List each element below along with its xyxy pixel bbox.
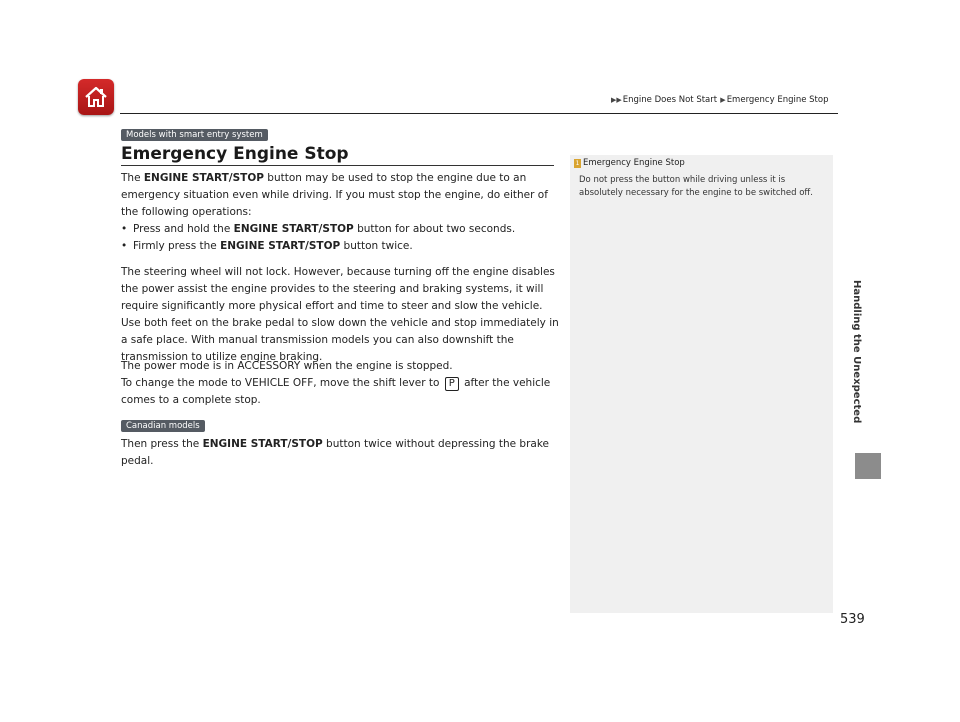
bullet-item: • Press and hold the ENGINE START/STOP button for about two seconds. [121, 221, 561, 238]
bullet-icon: • [121, 223, 128, 235]
page-number: 539 [840, 612, 865, 627]
note-text: Do not press the button while driving unless it is absolutely necessary for the engine to be switched off. [579, 175, 813, 198]
home-icon [83, 84, 109, 110]
canadian-paragraph: Then press the ENGINE START/STOP button twice without depressing the brake pedal. [121, 438, 550, 467]
breadcrumb-item[interactable]: Emergency Engine Stop [726, 95, 829, 105]
note-title[interactable]: Emergency Engine Stop [583, 158, 685, 168]
note-sidebar [570, 155, 833, 613]
section-title: Emergency Engine Stop [121, 144, 349, 164]
chapter-label[interactable]: Handling the Unexpected [851, 280, 862, 424]
breadcrumb [610, 95, 829, 105]
shift-paragraph: To change the mode to VEHICLE OFF, move the shift lever to P after the vehicle comes to a complete stop. [121, 377, 551, 406]
intro-paragraph: The ENGINE START/STOP button may be used to stop the engine due to an emergency situation even while driving. If you must stop the engine, do either of the following operations: [121, 172, 548, 218]
key-label: ENGINE START/STOP [143, 172, 264, 184]
breadcrumb-item[interactable]: Engine Does Not Start [622, 95, 718, 105]
park-key-icon: P [445, 377, 459, 391]
header-divider [120, 113, 838, 114]
bullet-item: • Firmly press the ENGINE START/STOP button twice. [121, 238, 561, 255]
model-badge: Canadian models [121, 420, 205, 432]
note-number-icon: 1 [575, 159, 580, 167]
note-header [574, 158, 685, 168]
chapter-tab [855, 453, 881, 479]
key-label: ENGINE START/STOP [233, 223, 354, 235]
key-label: ENGINE START/STOP [220, 240, 341, 252]
bullet-icon: • [121, 240, 128, 252]
model-badge: Models with smart entry system [121, 129, 268, 141]
power-mode-paragraph: The power mode is in ACCESSORY when the engine is stopped. [121, 360, 453, 372]
steering-paragraph: The steering wheel will not lock. However, because turning off the engine disables the power assist the engine provides to the steering and braking systems, it will require significantly more physical effort and time to steer and slow the vehicle. Use both feet on the brake pedal to slow down the vehicle and stop immediately in a safe place. With manual transmission models you can also downshift the transmission to utilize engine braking. [121, 266, 559, 363]
breadcrumb-arrow-icon: ▶ [718, 96, 726, 104]
home-button[interactable] [78, 79, 114, 115]
key-label: ENGINE START/STOP [202, 438, 323, 450]
title-divider [121, 165, 554, 166]
breadcrumb-arrow-icon: ▶▶ [611, 96, 622, 104]
